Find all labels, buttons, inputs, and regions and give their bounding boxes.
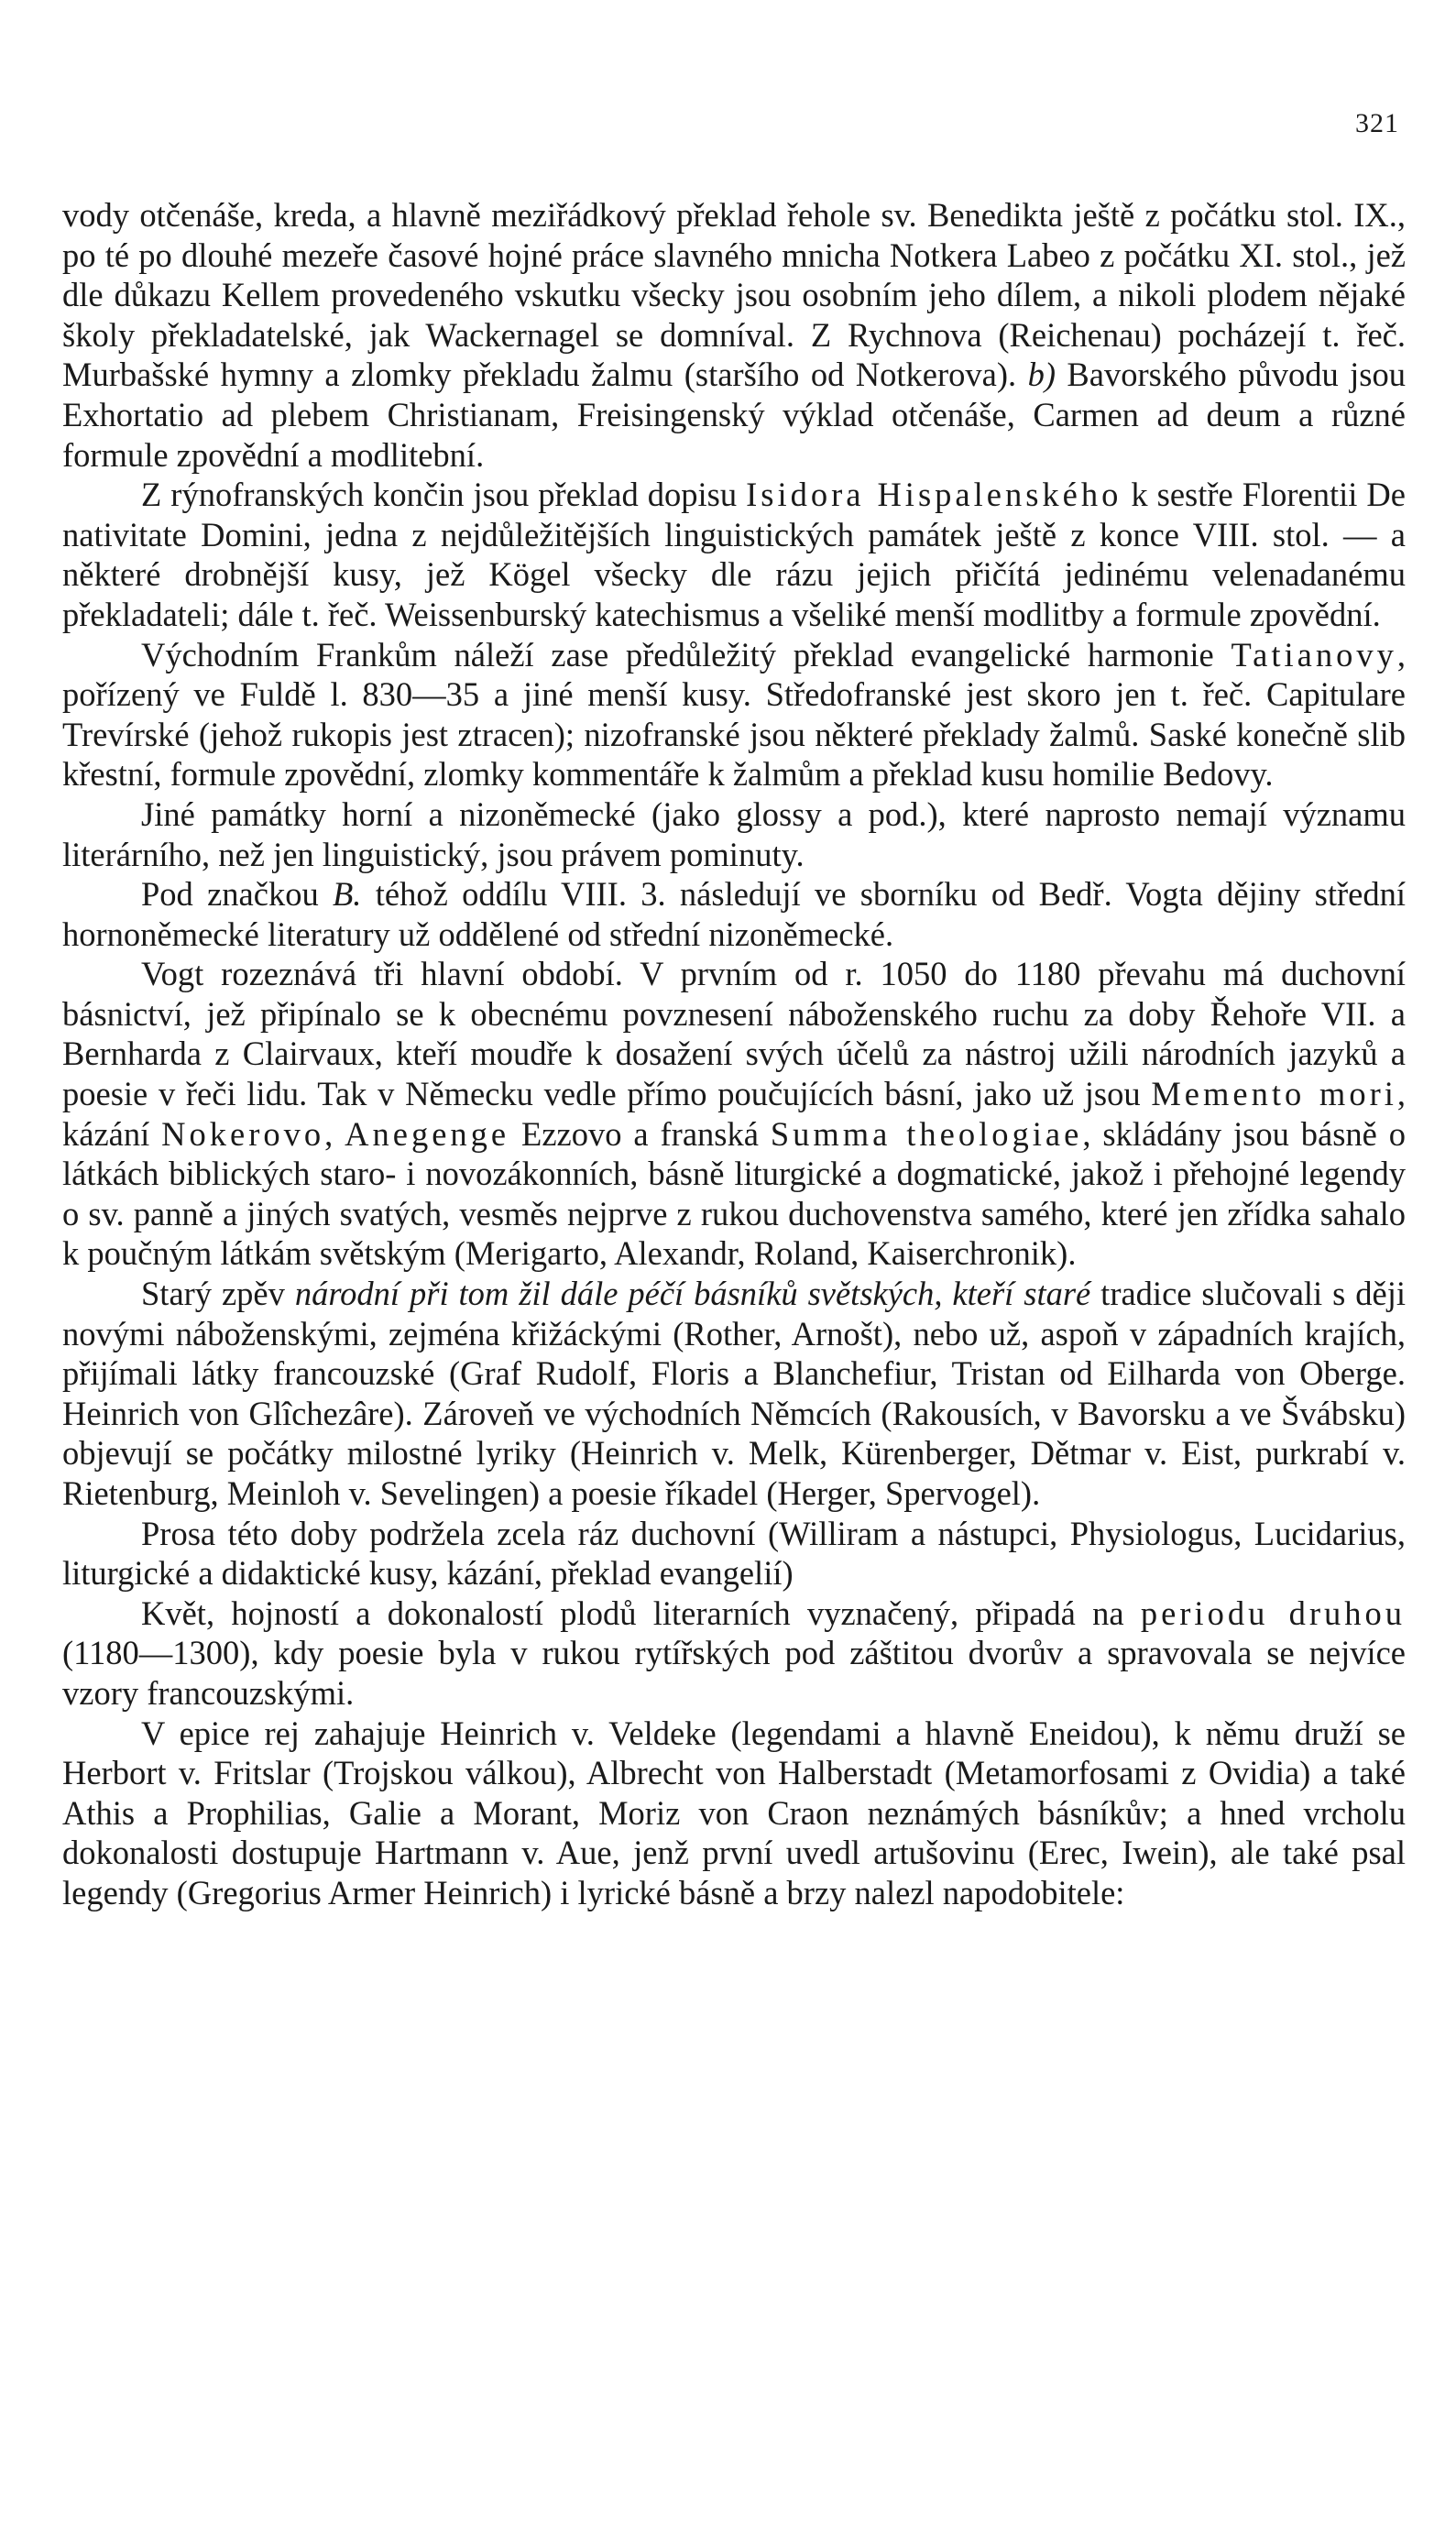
text-run: (1180—1300), kdy poesie byla v rukou rytířských pod záštitou dvorův a spravovala se nejvíce vzory francouzskými. (62, 1634, 1406, 1712)
paragraph (62, 794, 1406, 874)
text-run: V epice rej zahajuje Heinrich v. Veldeke (legendami a hlavně Eneidou), k němu druží se Herbort v. Fritslar (Trojskou válkou), Albrecht von Halberstadt (Metamorfosami z Ovidia) a také Athis a Prophilias, Galie a Morant, Moriz von Craon neznámých básníkův; a hned vrcholu dokonalosti dostupuje Hartmann v. Aue, jenž první uvedl artušovinu (Erec, Iwein), ale také psal legendy (Gregorius Armer Heinrich) i lyrické básně a brzy nalezl napodobitele: (62, 1714, 1406, 1911)
italic-text: národní při tom žil dále péčí básníků světských, kteří staré (294, 1275, 1091, 1313)
page-number: 321 (1355, 108, 1399, 138)
text-run: Jiné památky horní a nizoněmecké (jako glossy a pod.), které naprosto nemají významu literárního, než jen linguistický, jsou právem pominuty. (62, 794, 1406, 873)
text-run: Východním Frankům náleží zase předůležitý překlad evangelické harmonie (141, 635, 1232, 674)
text-run: Ezzovo a franská (509, 1114, 771, 1153)
text-run: téhož oddílu VIII. 3. následují ve sborníku od Bedř. Vogta dějiny střední hornoněmecké literatury už oddělené od střední nizoněmecké. (62, 875, 1407, 953)
paragraph (62, 874, 1406, 954)
paragraph (62, 1594, 1406, 1714)
paragraph (62, 1714, 1406, 1913)
text-run: Vogt rozeznává tři hlavní období. V prvním od r. 1050 do 1180 převahu má duchovní básnictví, jež připínalo se k obecnému povznesení náboženského ruchu za doby Řehoře VII. a Bernharda z Clairvaux, kteří moudře k dosažení svých účelů za nástroj užili národních jazyků a poesie v řeči lidu. Tak v Německu vedle přímo poučujících básní, jako už jsou (62, 955, 1406, 1113)
text-run: Bavorského původu jsou Exhortatio ad plebem Christianam, Freisingenský výklad otčenáše, Carmen ad deum a různé formule zpovědní a modlitební. (62, 356, 1406, 474)
emphasized-text: Nokerovo (161, 1114, 325, 1153)
text-run: , skládány jsou básně o látkách biblických staro- i novozákonních, básně liturgické a dogmatické, jakož i přehojné legendy o sv. panně a jiných svatých, vesměs nejprve z rukou duchovenstva samého, které jen zřídka sahalo k poučným látkám světským (Merigarto, Alexandr, Roland, Kaiserchronik). (62, 1114, 1407, 1273)
paragraph (62, 1274, 1406, 1514)
emphasized-text: Memento mori (1151, 1075, 1397, 1113)
text-run: Prosa této doby podržela zcela ráz duchovní (Williram a nástupci, Physiologus, Lucidarius, liturgické a didaktické kusy, kázání, překlad evangelií) (62, 1514, 1406, 1593)
text-run: Pod značkou (141, 875, 334, 914)
emphasized-text: Summa theologiae (770, 1114, 1083, 1153)
paragraph (62, 1514, 1406, 1594)
paragraph (62, 635, 1406, 794)
body-text (62, 195, 1406, 1913)
italic-text: B. (333, 875, 362, 914)
emphasized-text: periodu druhou (1140, 1594, 1406, 1632)
text-run: Z rýnofranských končin jsou překlad dopisu (141, 476, 747, 514)
text-run: , pořízený ve Fuldě l. 830—35 a jiné menší kusy. Středofranské jest skoro jen t. řeč. Capitulare Trevírské (jehož rukopis jest ztracen); nizofranské jsou některé překlady žalmů. Saské konečně slib křestní, formule zpovědní, zlomky kommentáře k žalmům a překlad kusu homilie Bedovy. (62, 635, 1406, 794)
text-run: , kázání (62, 1075, 1406, 1153)
text-run: Květ, hojností a dokonalostí plodů literarních vyznačený, připadá na (141, 1594, 1141, 1632)
italic-text: b) (1027, 356, 1056, 394)
text-run: vody otčenáše, kreda, a hlavně meziřádkový překlad řehole sv. Benedikta ještě z počátku stol. IX., po té po dlouhé mezeře časové hojné práce slavného mnicha Notkera Labeo z počátku XI. stol., jež dle důkazu Kellem provedeného vskutku všecky jsou osobním jeho dílem, a nikoli plodem nějaké školy překladatelské, jak Wackernagel se domníval. Z Rychnova (Reichenau) pocházejí t. řeč. Murbašské hymny a zlomky překladu žalmu (staršího od Notkerova). (62, 196, 1406, 394)
text-run: Starý zpěv (141, 1275, 295, 1313)
paragraph (62, 954, 1406, 1274)
emphasized-text: Tatianovy (1231, 635, 1397, 674)
text-run: k sestře Florentii De nativitate Domini, jedna z nejdůležitějších linguistických památek ještě z konce VIII. stol. — a některé drobnější kusy, jež Kögel všecky dle rázu jejich přičítá jedinému velenadanému překladateli; dále t. řeč. Weissenburský katechismus a všeliké menší modlitby a formule zpovědní. (62, 476, 1406, 633)
paragraph (62, 475, 1406, 634)
emphasized-text: Isidora Hispalenského (746, 476, 1122, 514)
text-run: tradice slučovali s ději novými náboženskými, zejména křižáckými (Rother, Arnošt), nebo už, aspoň v západních krajích, přijímali látky francouzské (Graf Rudolf, Floris a Blanchefiur, Tristan od Eilharda von Oberge. Heinrich von Glîchezâre). Zároveň ve východních Němcích (Rakousích, v Bavorsku a ve Švábsku) objevují se počátky milostné lyriky (Heinrich v. Melk, Kürenberger, Dětmar v. Eist, purkrabí v. Rietenburg, Meinloh v. Sevelingen) a poesie říkadel (Herger, Spervogel). (62, 1275, 1406, 1512)
text-run: , (324, 1114, 345, 1153)
paragraph (62, 195, 1406, 475)
emphasized-text: Anegenge (345, 1114, 510, 1153)
